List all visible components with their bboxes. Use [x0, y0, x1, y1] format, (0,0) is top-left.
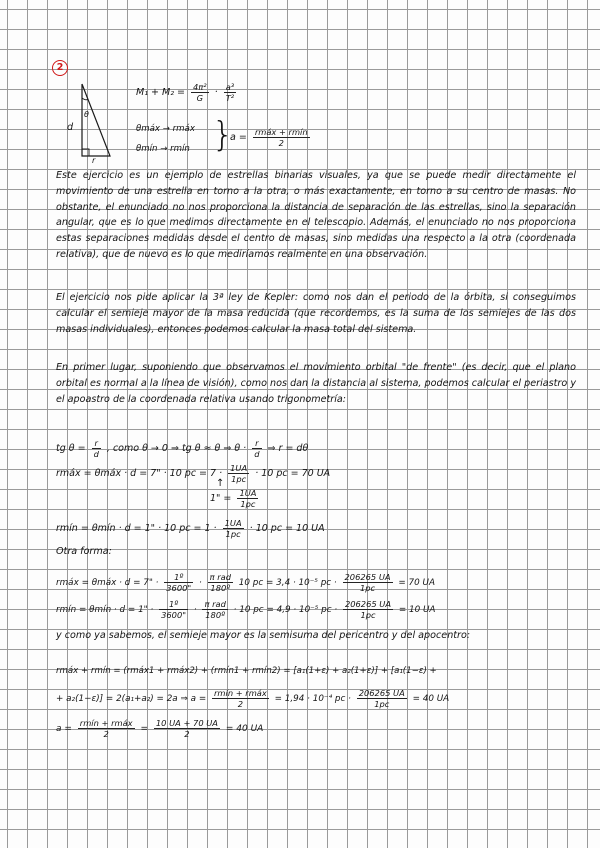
diagram-theta-label: θ: [84, 110, 89, 119]
eq-rmax-2: rmáx = θmáx · d = 7" · $\frac{\text{1º}}{3600"}$ · $\frac{\text{π rad}}{\text{180º}}$ 10 pc = 3,4 · 10⁻⁵ pc · $\frac{206265 UA}{1pc}$ = 70 UA: [56, 572, 436, 593]
semiaxis-frac: $\frac{\text{rmáx + rmín}}{2}$: [254, 127, 308, 148]
problem-number: 2: [52, 60, 68, 76]
eq-sum-2: + a₂(1−ε)] = 2(a₁+a₂) = 2a ⇒ a = $\frac{\text{rmín + rmáx}}{2}$ = 1,94 · 10⁻⁴ pc · $\frac{206265 UA}{1pc}$ = 40 UA: [56, 688, 450, 709]
arrow-up-icon: ↑: [216, 478, 225, 489]
right-angle-mark: [82, 149, 89, 156]
paragraph-3: En primer lugar, suponiendo que observamos el movimiento orbital "de frente" (es decir, que el plano orbital es normal a la línea de visión), como nos dan la distancia al sistema, podemos calcular el periastro y el apoastro de la coordenada relativa usando trigonometría:: [56, 362, 576, 405]
paragraph-2: El ejercicio nos pide aplicar la 3ª ley de Kepler: como nos dan el periodo de la órbita, si conseguimos calcular el semieje mayor de la masa reducida (que recordemos, es la suma de los semiejes de las dos masas individuales), entonces podemos calcular la masa total del sistema.: [56, 292, 576, 335]
paragraph-1: Este ejercicio es un ejemplo de estrellas binarias visuales, ya que se puede medir directamente el movimiento de una estrella en torno a la otra, o más exactamente, en torno a su centro de masas. No obstante, el enunciado no nos proporciona la distancia de separación de las estrellas, sino la separación angular, que es lo que medimos directamente en el telescopio. Además, el enunciado no nos proporciona estas separaciones medidas desde el centro de masas, sino medidas una respecto a la otra (coordenada relativa), que de nuevo es lo que mediríamos realmente en una observación.: [56, 170, 576, 260]
eq-tg: tg θ = $\frac{r}{d}$ , como θ → 0 ⇒ tg θ ≈ θ ⇒ θ · $\frac{r}{d}$ ⇒ r = dθ: [56, 438, 309, 459]
kepler-frac1: $\frac{\text{4π²}}{G}$: [193, 82, 207, 103]
theta-max-line: θmáx → rmáx: [136, 124, 195, 134]
diagram-r-label: r: [92, 156, 96, 165]
eq-rmin-2: rmín = θmín · d = 1" · $\frac{\text{1º}}{3600"}$ · $\frac{\text{π rad}}{\text{180º}}$ · 10 pc = 4,9 · 10⁻⁵ pc · $\frac{206265 UA}{1pc}$ = 10 UA: [56, 599, 436, 620]
kepler-lhs: M₁ + M₂ =: [136, 87, 185, 98]
diagram-d-label: d: [67, 122, 74, 133]
kepler-formula: [136, 82, 239, 103]
eq-rmax: rmáx = θmáx · d = 7" · 10 pc = 7 · $\frac{1UA}{1pc}$ · 10 pc = 70 UA: [56, 463, 331, 484]
semiaxis-lhs: a =: [230, 132, 247, 143]
eq-rmin: rmín = θmín · d = 1" · 10 pc = 1 · $\frac{1UA}{1pc}$ · 10 pc = 10 UA: [56, 518, 325, 539]
semiaxis-formula: [230, 127, 313, 148]
kepler-dot: ·: [214, 87, 218, 98]
eq-sum-1: rmáx + rmín = (rmáx1 + rmáx2) + (rmín1 + rmín2) = [a₁(1+ε) + a₂(1+ε)] + [a₁(1−ε) +: [56, 666, 437, 676]
otra-forma-heading: Otra forma:: [56, 546, 112, 557]
kepler-frac2: $\frac{\text{a³}}{\text{T²}}$: [225, 82, 235, 103]
brace: }: [212, 115, 234, 155]
eq-final: a = $\frac{\text{rmín + rmáx}}{2}$ = $\frac{10 UA + 70 UA}{2}$ = 40 UA: [56, 718, 264, 739]
eq-arcsec: 1" = $\frac{1UA}{1pc}$: [210, 488, 257, 509]
paragraph-semieje: y como ya sabemos, el semieje mayor es la semisuma del pericentro y del apocentro:: [56, 630, 471, 641]
theta-min-line: θmín → rmín: [136, 144, 190, 154]
